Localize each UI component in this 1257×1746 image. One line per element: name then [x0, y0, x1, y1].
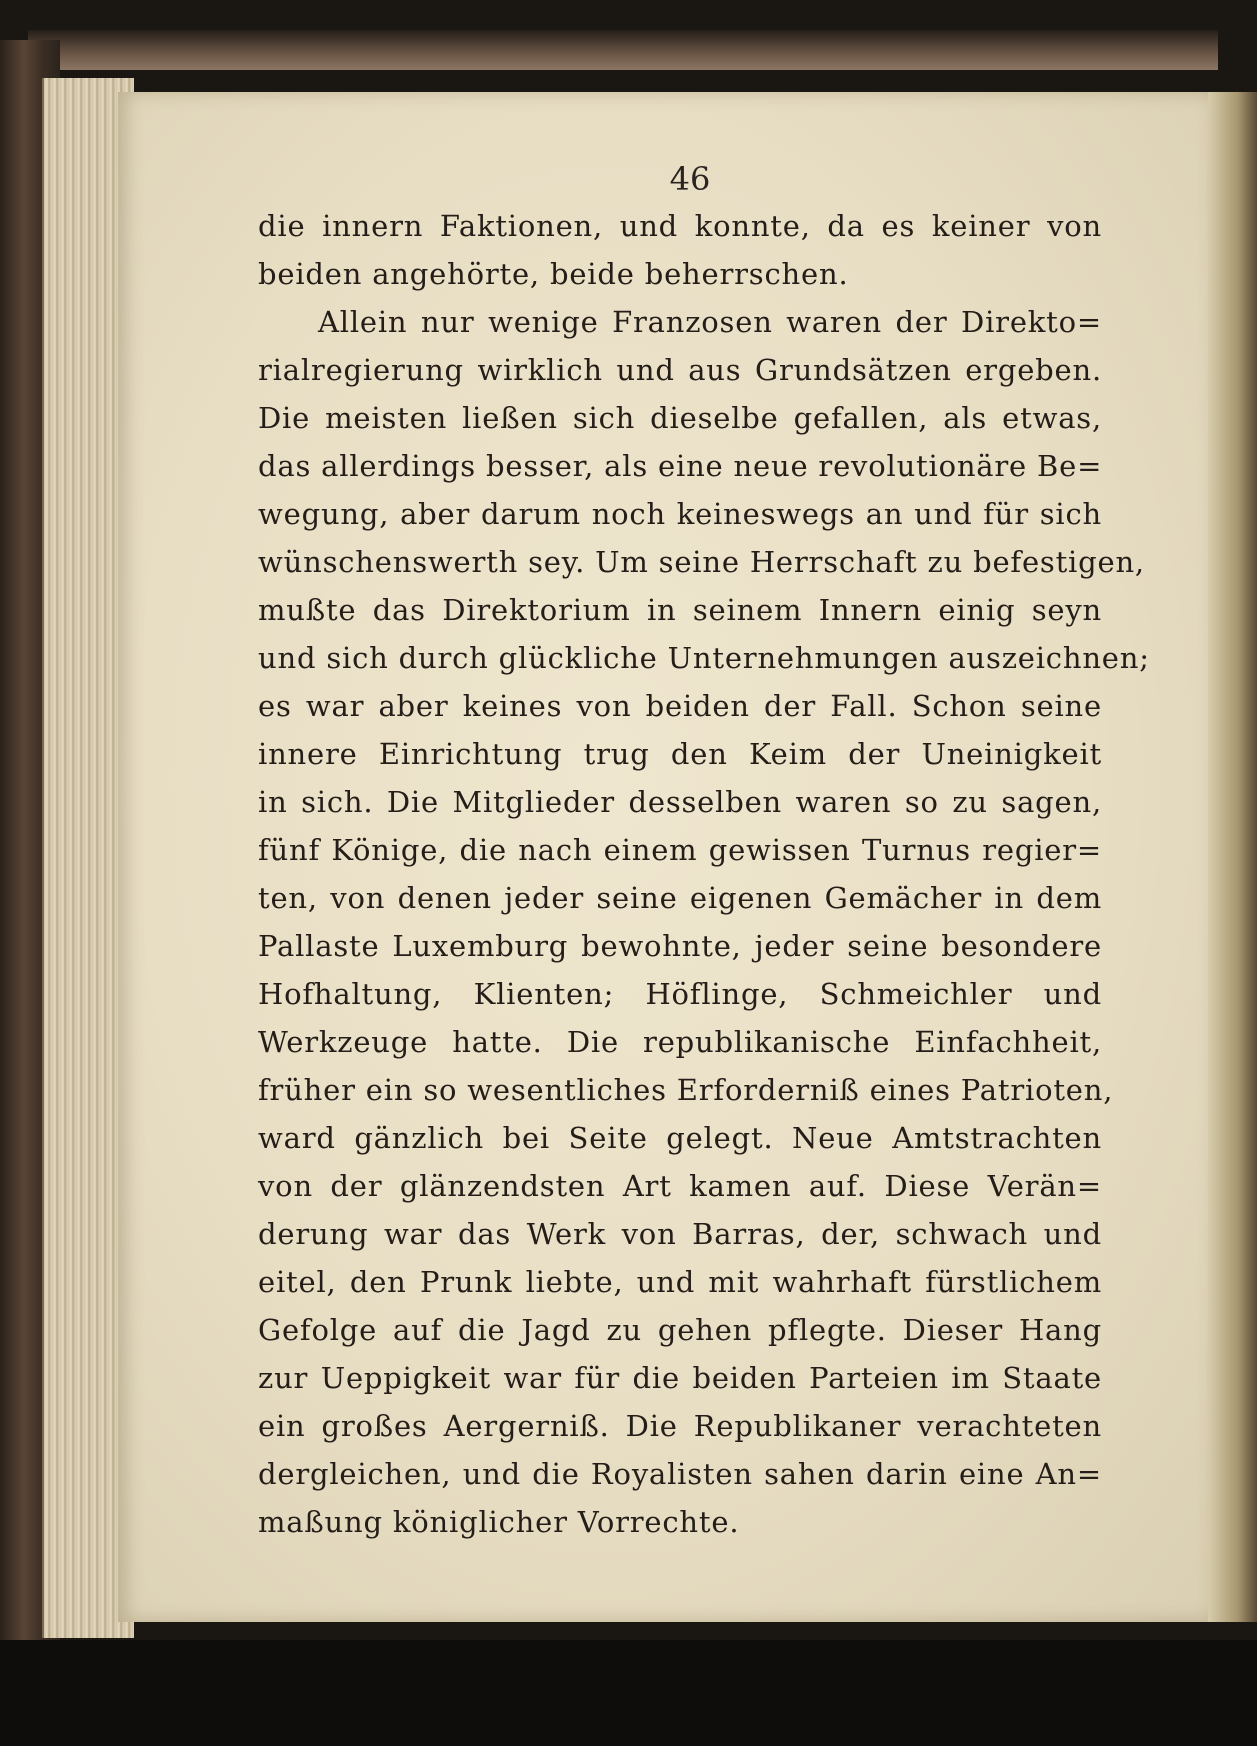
- text-line: das allerdings besser, als eine neue revolutionäre Be=: [258, 449, 1103, 483]
- text-line: dergleichen, und die Royalisten sahen darin eine An=: [258, 1457, 1102, 1491]
- text-line: Allein nur wenige Franzosen waren der Direkto=: [318, 305, 1102, 339]
- text-line: wegung, aber darum noch keineswegs an und für sich: [258, 497, 1102, 531]
- facing-page-edge: [1208, 92, 1257, 1622]
- scan-background: [0, 1640, 1257, 1746]
- text-line: beiden angehörte, beide beherrschen.: [258, 257, 849, 291]
- book-cover-top: [28, 30, 1218, 70]
- text-line: Werkzeuge hatte. Die republikanische Einfachheit,: [258, 1025, 1102, 1059]
- text-line: mußte das Direktorium in seinem Innern einig seyn: [258, 593, 1102, 627]
- text-line: ward gänzlich bei Seite gelegt. Neue Amtstrachten: [258, 1121, 1102, 1155]
- text-line: rialregierung wirklich und aus Grundsätzen ergeben.: [258, 353, 1102, 387]
- text-line: maßung königlicher Vorrechte.: [258, 1505, 740, 1539]
- page-text: [258, 202, 1150, 1546]
- text-line: früher ein so wesentliches Erforderniß eines Patrioten,: [258, 1073, 1114, 1107]
- text-line: innere Einrichtung trug den Keim der Uneinigkeit: [258, 737, 1102, 771]
- text-line: ein großes Aergerniß. Die Republikaner verachteten: [258, 1409, 1102, 1443]
- text-line: fünf Könige, die nach einem gewissen Turnus regier=: [258, 833, 1102, 867]
- text-line: von der glänzendsten Art kamen auf. Diese Verän=: [258, 1169, 1102, 1203]
- text-line: Gefolge auf die Jagd zu gehen pflegte. Dieser Hang: [258, 1313, 1102, 1347]
- text-line: zur Ueppigkeit war für die beiden Parteien im Staate: [258, 1361, 1102, 1395]
- text-line: eitel, den Prunk liebte, und mit wahrhaft fürstlichem: [258, 1265, 1102, 1299]
- text-line: es war aber keines von beiden der Fall. Schon seine: [258, 689, 1102, 723]
- text-line: Hofhaltung, Klienten; Höflinge, Schmeichler und: [258, 977, 1102, 1011]
- text-line: und sich durch glückliche Unternehmungen auszeichnen;: [258, 641, 1150, 675]
- text-line: Pallaste Luxemburg bewohnte, jeder seine besondere: [258, 929, 1102, 963]
- text-line: wünschenswerth sey. Um seine Herrschaft zu befestigen,: [258, 545, 1145, 579]
- page-number: 46: [669, 160, 711, 198]
- text-line: derung war das Werk von Barras, der, schwach und: [258, 1217, 1102, 1251]
- text-line: in sich. Die Mitglieder desselben waren so zu sagen,: [258, 785, 1102, 819]
- text-line: die innern Faktionen, und konnte, da es keiner von: [258, 209, 1102, 243]
- text-line: ten, von denen jeder seine eigenen Gemächer in dem: [258, 881, 1102, 915]
- text-line: Die meisten ließen sich dieselbe gefallen, als etwas,: [258, 401, 1102, 435]
